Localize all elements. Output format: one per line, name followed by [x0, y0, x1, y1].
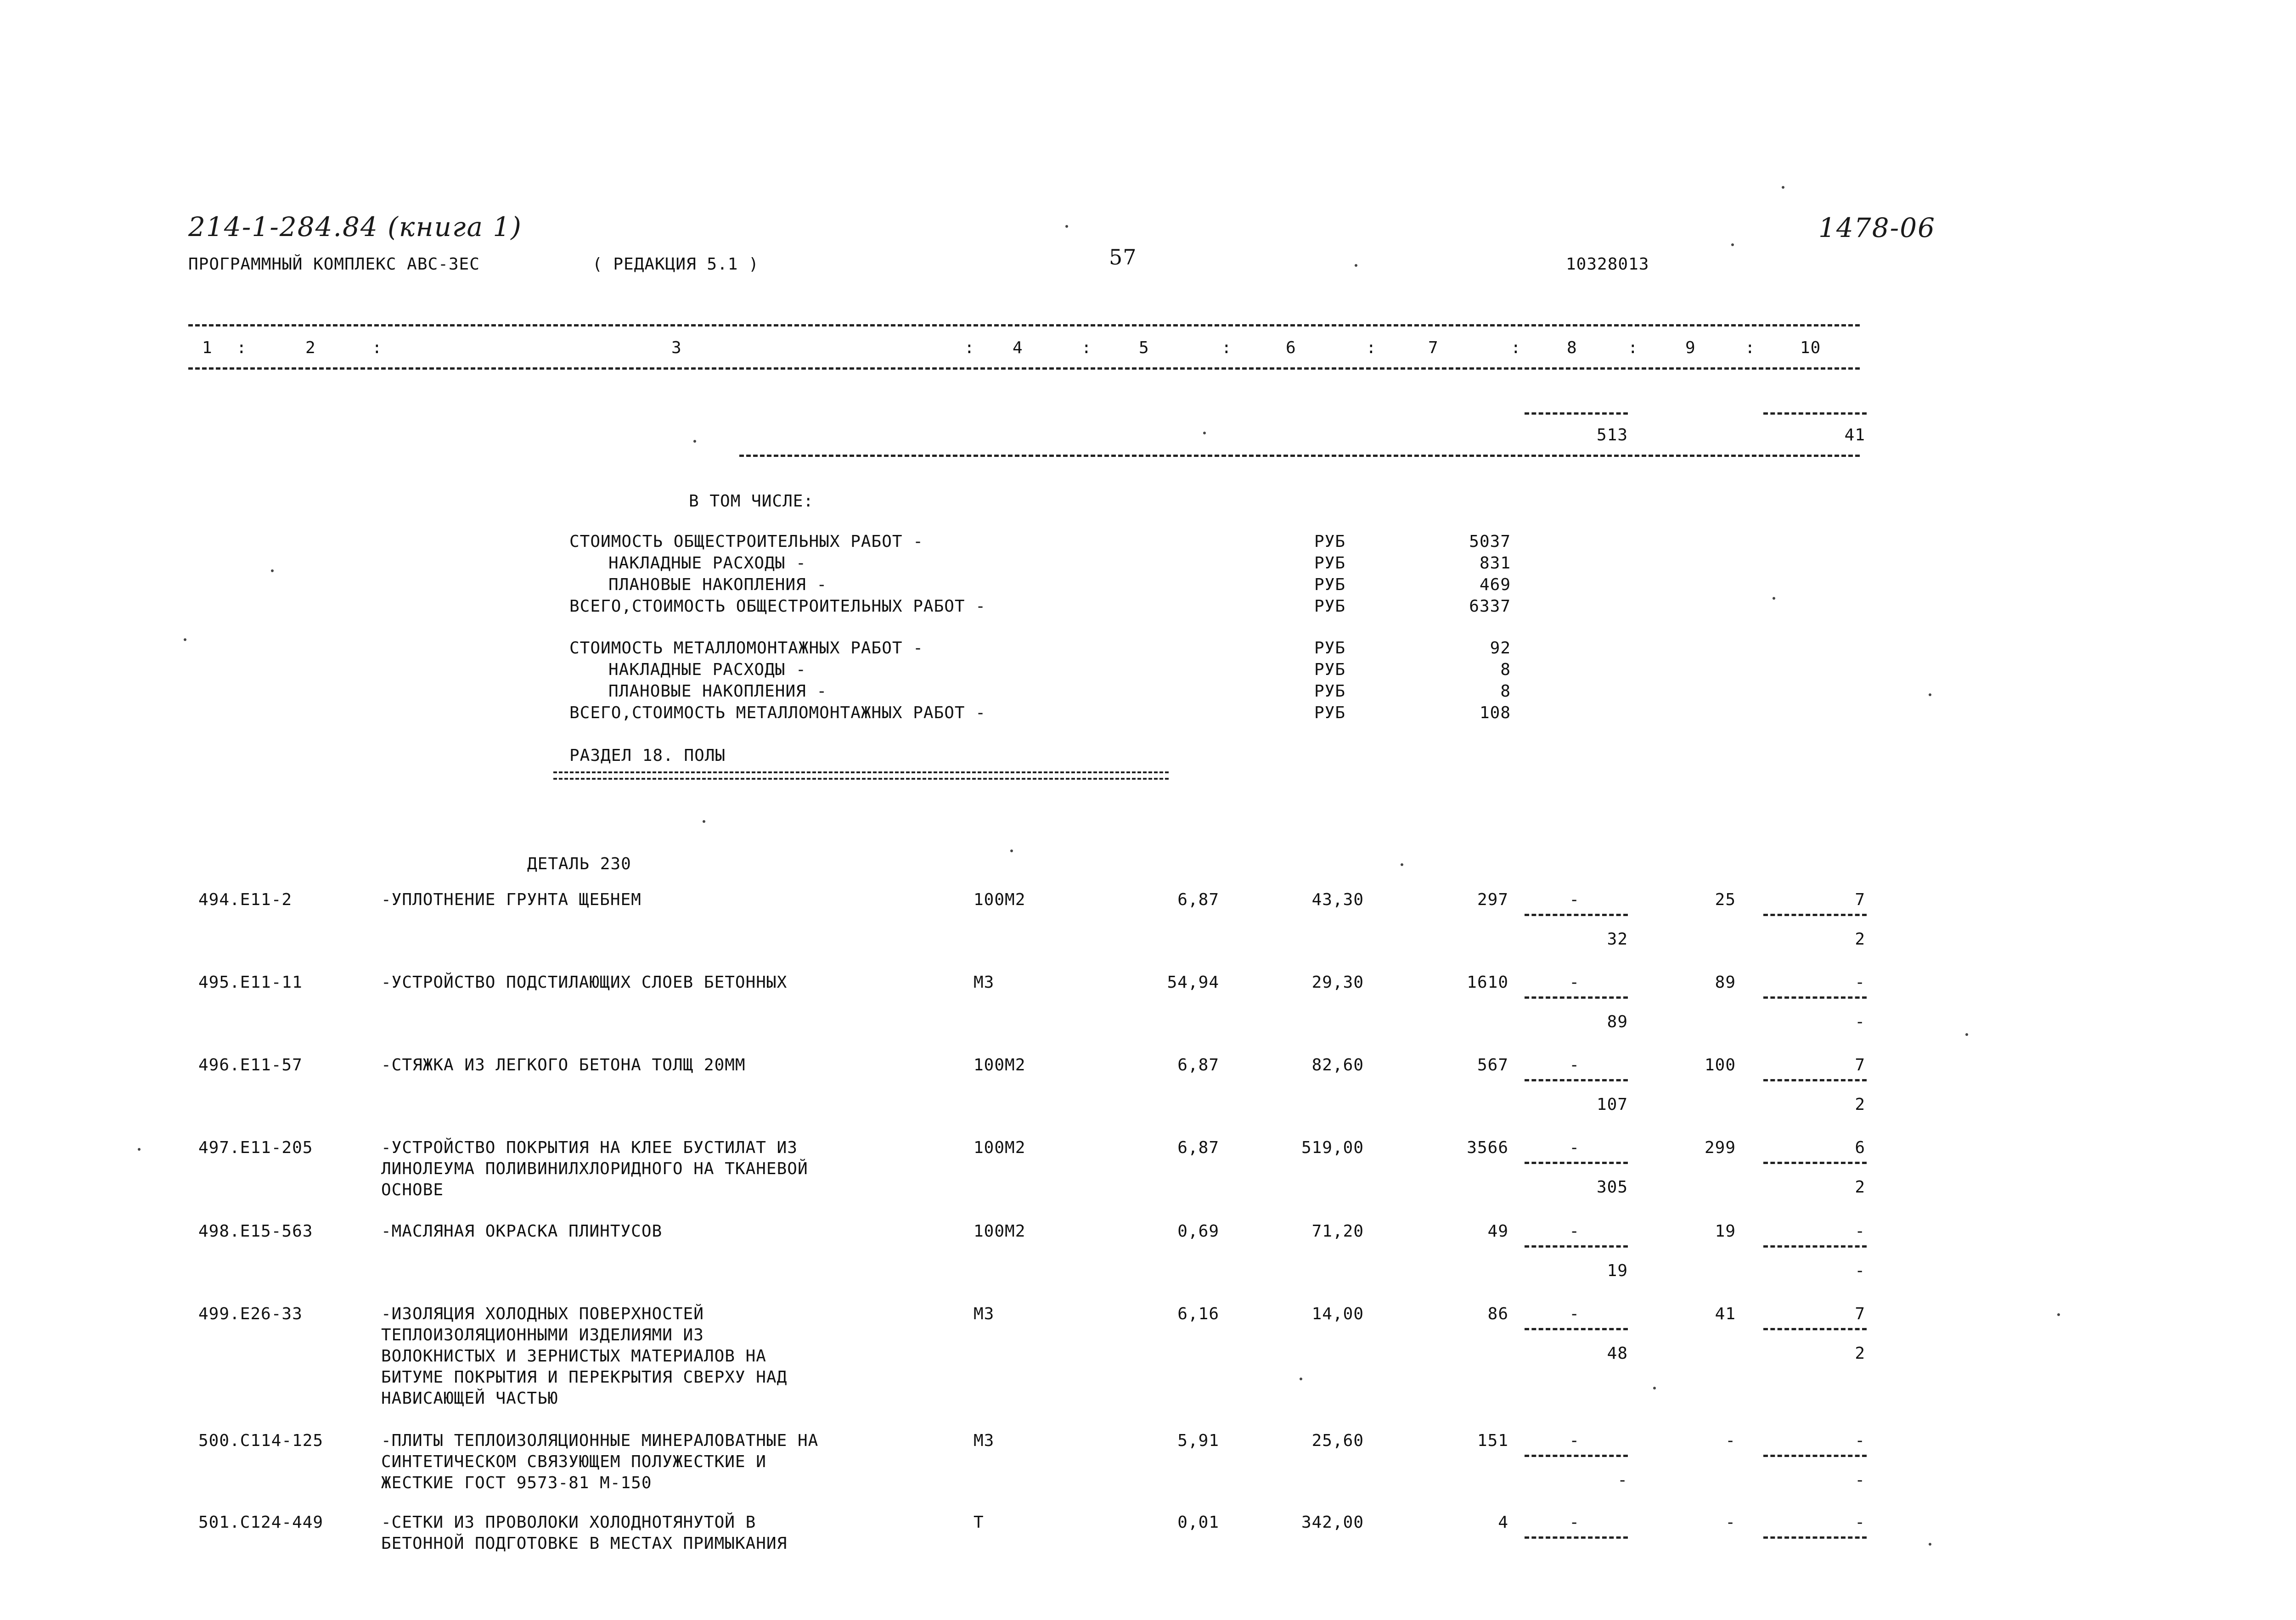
scan-speck: [1731, 243, 1734, 246]
entry-col8-top: -: [1569, 1431, 1580, 1450]
scan-speck: [703, 820, 705, 823]
breakdown-value: 8: [1500, 660, 1511, 679]
scan-speck: [693, 440, 696, 443]
entry-col8-bottom: 32: [1607, 930, 1628, 949]
entry-description-line: ОСНОВЕ: [381, 1181, 444, 1199]
entry-col8-top: -: [1569, 973, 1580, 992]
handwritten-doc-number: 1478-06: [1818, 212, 1936, 243]
document-code: 10328013: [1566, 255, 1649, 274]
entry-col8-bottom: 19: [1607, 1261, 1628, 1280]
entry-total: 567: [1477, 1056, 1508, 1074]
breakdown-unit: РУБ: [1314, 554, 1346, 573]
column-number: 5: [1139, 338, 1149, 357]
entry-total: 1610: [1467, 973, 1508, 992]
entry-col8-bottom: -: [1617, 1471, 1628, 1490]
subtotal-rule: [739, 455, 1860, 457]
entry-col10-dash: [1763, 1245, 1867, 1248]
column-separator: :: [1511, 338, 1521, 357]
entry-quantity: 54,94: [1167, 973, 1219, 992]
breakdown-unit: РУБ: [1314, 597, 1346, 616]
breakdown-value: 8: [1500, 682, 1511, 701]
entry-col9: -: [1725, 1431, 1736, 1450]
entry-description-line: -УПЛОТНЕНИЕ ГРУНТА ЩЕБНЕМ: [381, 890, 642, 909]
entry-unit-price: 29,30: [1311, 973, 1364, 992]
subtotal-col10-dash: [1763, 412, 1867, 415]
entry-col8-bottom: 305: [1596, 1178, 1628, 1197]
entry-col10-top: 7: [1855, 890, 1865, 909]
scan-speck: [184, 638, 186, 641]
entry-col8-dash: [1525, 1328, 1628, 1330]
scan-speck: [1773, 597, 1775, 600]
scan-speck: [1965, 1033, 1968, 1036]
entry-col10-top: 7: [1855, 1056, 1865, 1074]
entry-unit: М3: [974, 1305, 995, 1323]
breakdown-label: ВСЕГО,СТОИМОСТЬ ОБЩЕСТРОИТЕЛЬНЫХ РАБОТ -: [569, 597, 986, 616]
entry-code: 499.Е26-33: [198, 1305, 303, 1323]
entry-unit: 100М2: [974, 1056, 1026, 1074]
entry-unit-price: 14,00: [1311, 1305, 1364, 1323]
column-separator: :: [372, 338, 383, 357]
entry-description-line: СИНТЕТИЧЕСКОМ СВЯЗУЮЩЕМ ПОЛУЖЕСТКИЕ И: [381, 1452, 766, 1471]
entry-col8-top: -: [1569, 1305, 1580, 1323]
scan-speck: [2057, 1313, 2060, 1316]
header-rule-bottom: [188, 367, 1860, 370]
entry-col8-top: -: [1569, 1056, 1580, 1074]
entry-description-line: -УСТРОЙСТВО ПОДСТИЛАЮЩИХ СЛОЕВ БЕТОННЫХ: [381, 973, 788, 992]
entry-col8-bottom: 107: [1596, 1095, 1628, 1114]
entry-col10-top: -: [1855, 973, 1865, 992]
column-number: 8: [1567, 338, 1577, 357]
entry-code: 495.Е11-11: [198, 973, 303, 992]
entry-description-line: -ПЛИТЫ ТЕПЛОИЗОЛЯЦИОННЫЕ МИНЕРАЛОВАТНЫЕ НА: [381, 1431, 819, 1450]
column-separator: :: [1366, 338, 1377, 357]
entry-total: 3566: [1467, 1138, 1508, 1157]
breakdown-unit: РУБ: [1314, 575, 1346, 594]
entry-col8-bottom: 89: [1607, 1012, 1628, 1031]
handwritten-doc-reference: 214-1-284.84 (книга 1): [188, 211, 522, 242]
entry-col9: 25: [1715, 890, 1736, 909]
entry-col10-dash: [1763, 996, 1867, 999]
column-separator: :: [1745, 338, 1756, 357]
entry-unit: М3: [974, 1431, 995, 1450]
entry-description-line: -СТЯЖКА ИЗ ЛЕГКОГО БЕТОНА ТОЛЩ 20ММ: [381, 1056, 746, 1074]
entry-col9: 299: [1704, 1138, 1736, 1157]
entry-unit-price: 519,00: [1301, 1138, 1364, 1157]
entry-col8-top: -: [1569, 1513, 1580, 1532]
entry-col9: 89: [1715, 973, 1736, 992]
detail-title: ДЕТАЛЬ 230: [527, 855, 631, 873]
entry-quantity: 6,87: [1177, 1138, 1219, 1157]
column-separator: :: [236, 338, 247, 357]
entry-description-line: ЛИНОЛЕУМА ПОЛИВИНИЛХЛОРИДНОГО НА ТКАНЕВОЙ: [381, 1159, 808, 1178]
entry-description-line: ЖЕСТКИЕ ГОСТ 9573-81 М-150: [381, 1474, 652, 1492]
entry-col8-bottom: 48: [1607, 1344, 1628, 1363]
scan-speck: [1653, 1387, 1656, 1389]
scan-speck: [1010, 849, 1013, 852]
column-separator: :: [1081, 338, 1092, 357]
scan-speck: [1929, 693, 1931, 696]
entry-col10-dash: [1763, 1079, 1867, 1081]
entry-col9: 41: [1715, 1305, 1736, 1323]
breakdown-label: ВСЕГО,СТОИМОСТЬ МЕТАЛЛОМОНТАЖНЫХ РАБОТ -: [569, 703, 986, 722]
entry-col10-bottom: 2: [1855, 930, 1865, 949]
entry-description-line: -ИЗОЛЯЦИЯ ХОЛОДНЫХ ПОВЕРХНОСТЕЙ: [381, 1305, 704, 1323]
entry-total: 151: [1477, 1431, 1508, 1450]
entry-code: 496.Е11-57: [198, 1056, 303, 1074]
column-number: 6: [1286, 338, 1296, 357]
entry-col9: 19: [1715, 1222, 1736, 1241]
entry-unit: 100М2: [974, 1222, 1026, 1241]
entry-col10-top: -: [1855, 1513, 1865, 1532]
entry-quantity: 6,16: [1177, 1305, 1219, 1323]
scan-speck: [1782, 186, 1784, 189]
entry-description-line: НАВИСАЮЩЕЙ ЧАСТЬЮ: [381, 1389, 558, 1408]
entry-quantity: 5,91: [1177, 1431, 1219, 1450]
entry-quantity: 6,87: [1177, 1056, 1219, 1074]
program-name: ПРОГРАММНЫЙ КОМПЛЕКС АВС-3ЕС: [188, 255, 480, 274]
breakdown-unit: РУБ: [1314, 639, 1346, 658]
column-number: 7: [1428, 338, 1439, 357]
page-number: 57: [1109, 245, 1137, 270]
breakdown-value: 5037: [1469, 532, 1511, 551]
entry-col8-dash: [1525, 914, 1628, 916]
entry-col10-bottom: -: [1855, 1012, 1865, 1031]
column-separator: :: [964, 338, 975, 357]
entry-col10-top: -: [1855, 1222, 1865, 1241]
entry-col8-dash: [1525, 996, 1628, 999]
breakdown-unit: РУБ: [1314, 703, 1346, 722]
header-rule-top: [188, 324, 1860, 326]
entry-col8-dash: [1525, 1455, 1628, 1457]
entry-col10-dash: [1763, 1455, 1867, 1457]
entry-description-line: ВОЛОКНИСТЫХ И ЗЕРНИСТЫХ МАТЕРИАЛОВ НА: [381, 1347, 766, 1366]
entry-col8-top: -: [1569, 1222, 1580, 1241]
entry-total: 86: [1487, 1305, 1508, 1323]
entry-unit: М3: [974, 973, 995, 992]
entry-col10-bottom: 2: [1855, 1344, 1865, 1363]
entry-col9: -: [1725, 1513, 1736, 1532]
entry-col8-dash: [1525, 1536, 1628, 1539]
entry-unit: 100М2: [974, 1138, 1026, 1157]
entry-quantity: 6,87: [1177, 890, 1219, 909]
edition-label: ( РЕДАКЦИЯ 5.1 ): [592, 255, 759, 274]
entry-unit-price: 82,60: [1311, 1056, 1364, 1074]
scan-speck: [1065, 225, 1068, 228]
entry-col10-dash: [1763, 1162, 1867, 1164]
column-separator: :: [1221, 338, 1232, 357]
entry-code: 494.Е11-2: [198, 890, 293, 909]
entry-description-line: -МАСЛЯНАЯ ОКРАСКА ПЛИНТУСОВ: [381, 1222, 663, 1241]
column-number: 1: [202, 338, 213, 357]
column-separator: :: [1628, 338, 1638, 357]
entry-description-line: -СЕТКИ ИЗ ПРОВОЛОКИ ХОЛОДНОТЯНУТОЙ В: [381, 1513, 756, 1532]
breakdown-value: 108: [1479, 703, 1511, 722]
entry-col8-dash: [1525, 1162, 1628, 1164]
entry-col10-top: 6: [1855, 1138, 1865, 1157]
breakdown-heading: В ТОМ ЧИСЛЕ:: [689, 492, 814, 511]
subtotal-col10: 41: [1844, 426, 1865, 444]
scan-speck: [1929, 1543, 1931, 1546]
entry-code: 500.С114-125: [198, 1431, 324, 1450]
entry-col10-dash: [1763, 914, 1867, 916]
entry-col10-bottom: 2: [1855, 1095, 1865, 1114]
entry-col8-dash: [1525, 1079, 1628, 1081]
breakdown-value: 92: [1490, 639, 1511, 658]
entry-unit: Т: [974, 1513, 984, 1532]
entry-unit-price: 25,60: [1311, 1431, 1364, 1450]
breakdown-label: СТОИМОСТЬ ОБЩЕСТРОИТЕЛЬНЫХ РАБОТ -: [569, 532, 923, 551]
breakdown-value: 831: [1479, 554, 1511, 573]
entry-description-line: ТЕПЛОИЗОЛЯЦИОННЫМИ ИЗДЕЛИЯМИ ИЗ: [381, 1326, 704, 1344]
breakdown-label: НАКЛАДНЫЕ РАСХОДЫ -: [608, 660, 806, 679]
scan-speck: [1401, 863, 1403, 866]
scan-speck: [1203, 432, 1206, 434]
entry-col8-top: -: [1569, 1138, 1580, 1157]
breakdown-unit: РУБ: [1314, 532, 1346, 551]
column-number: 2: [305, 338, 316, 357]
subtotal-col8-dash: [1525, 412, 1628, 415]
breakdown-label: ПЛАНОВЫЕ НАКОПЛЕНИЯ -: [608, 682, 827, 701]
breakdown-unit: РУБ: [1314, 682, 1346, 701]
entry-unit-price: 71,20: [1311, 1222, 1364, 1241]
entry-quantity: 0,69: [1177, 1222, 1219, 1241]
breakdown-unit: РУБ: [1314, 660, 1346, 679]
scan-speck: [271, 569, 274, 572]
entry-quantity: 0,01: [1177, 1513, 1219, 1532]
breakdown-label: ПЛАНОВЫЕ НАКОПЛЕНИЯ -: [608, 575, 827, 594]
entry-col10-dash: [1763, 1536, 1867, 1539]
entry-total: 4: [1498, 1513, 1508, 1532]
entry-col10-bottom: -: [1855, 1471, 1865, 1490]
entry-col8-top: -: [1569, 890, 1580, 909]
entry-description-line: БИТУМЕ ПОКРЫТИЯ И ПЕРЕКРЫТИЯ СВЕРХУ НАД: [381, 1368, 788, 1387]
entry-code: 501.С124-449: [198, 1513, 324, 1532]
scan-speck: [1300, 1378, 1302, 1380]
breakdown-value: 469: [1479, 575, 1511, 594]
entry-code: 497.Е11-205: [198, 1138, 313, 1157]
entry-total: 49: [1487, 1222, 1508, 1241]
column-number: 4: [1013, 338, 1023, 357]
entry-unit-price: 342,00: [1301, 1513, 1364, 1532]
entry-col9: 100: [1704, 1056, 1736, 1074]
entry-code: 498.Е15-563: [198, 1222, 313, 1241]
section-double-rule: [553, 771, 1169, 780]
entry-col10-bottom: -: [1855, 1261, 1865, 1280]
entry-description-line: -УСТРОЙСТВО ПОКРЫТИЯ НА КЛЕЕ БУСТИЛАТ ИЗ: [381, 1138, 798, 1157]
scan-speck: [1355, 264, 1357, 267]
section-title: РАЗДЕЛ 18. ПОЛЫ: [569, 746, 726, 765]
entry-col10-top: 7: [1855, 1305, 1865, 1323]
subtotal-col8: 513: [1596, 426, 1628, 444]
breakdown-label: НАКЛАДНЫЕ РАСХОДЫ -: [608, 554, 806, 573]
column-number: 10: [1800, 338, 1821, 357]
entry-col8-dash: [1525, 1245, 1628, 1248]
breakdown-value: 6337: [1469, 597, 1511, 616]
entry-col10-dash: [1763, 1328, 1867, 1330]
entry-description-line: БЕТОННОЙ ПОДГОТОВКЕ В МЕСТАХ ПРИМЫКАНИЯ: [381, 1534, 788, 1553]
column-number: 3: [671, 338, 682, 357]
scan-speck: [138, 1148, 141, 1151]
entry-unit: 100М2: [974, 890, 1026, 909]
entry-col10-top: -: [1855, 1431, 1865, 1450]
entry-total: 297: [1477, 890, 1508, 909]
entry-col10-bottom: 2: [1855, 1178, 1865, 1197]
breakdown-label: СТОИМОСТЬ МЕТАЛЛОМОНТАЖНЫХ РАБОТ -: [569, 639, 923, 658]
column-number: 9: [1685, 338, 1696, 357]
entry-unit-price: 43,30: [1311, 890, 1364, 909]
